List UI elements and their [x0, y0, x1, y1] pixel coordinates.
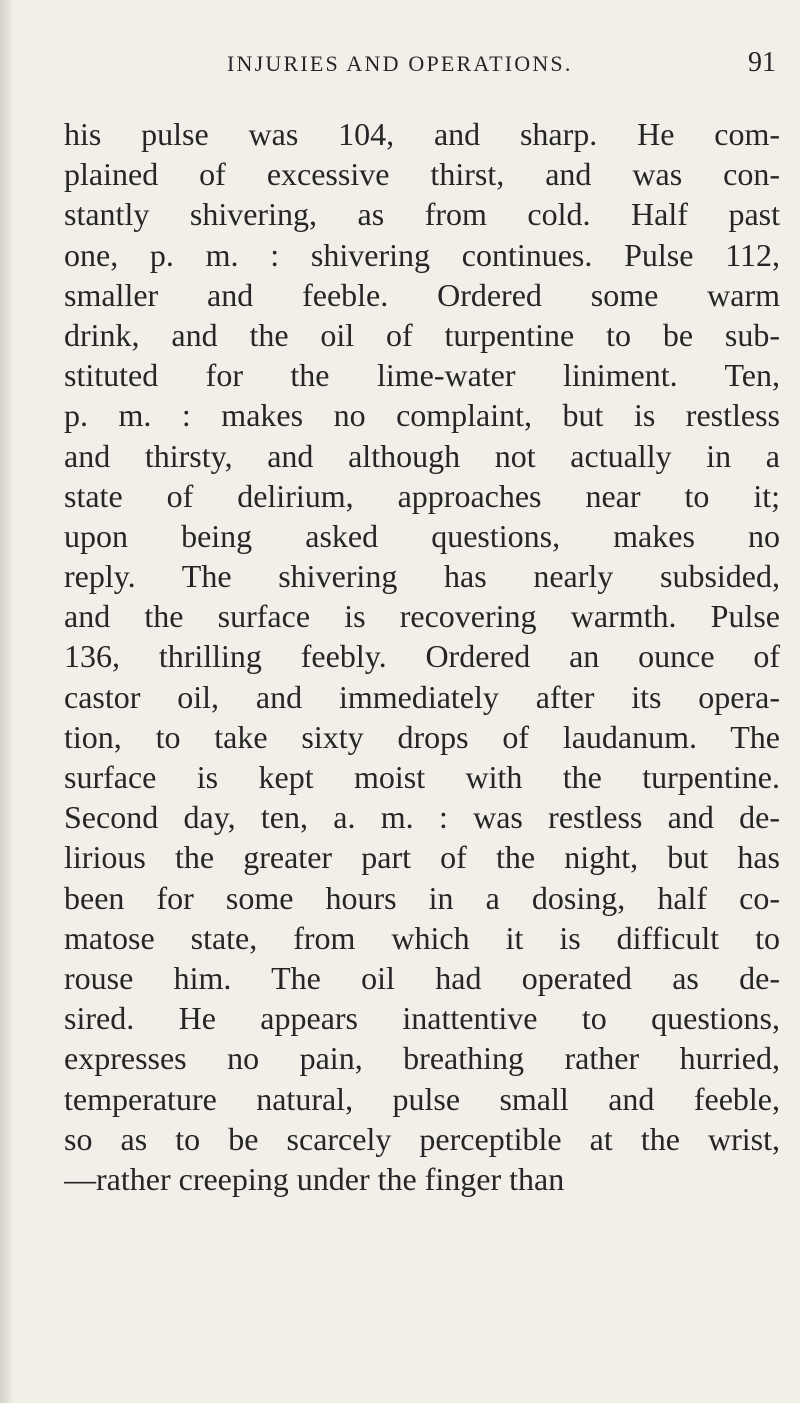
page-number: 91 — [748, 47, 776, 78]
page-edge-shadow — [0, 0, 14, 1403]
text-line: so as to be scarcely perceptible at the wrist, — [64, 1120, 780, 1157]
text-line: and thirsty, and although not actually in a — [64, 437, 780, 474]
body-text — [64, 114, 780, 1199]
text-line: stituted for the lime-water liniment. Ten, — [64, 357, 780, 394]
text-line: drink, and the oil of turpentine to be sub- — [64, 316, 780, 353]
text-line: reply. The shivering has nearly subsided, — [64, 558, 780, 595]
text-line: p. m. : makes no complaint, but is restless — [64, 397, 780, 434]
text-line: sired. He appears inattentive to questions, — [64, 1000, 780, 1037]
text-line: castor oil, and immediately after its opera- — [64, 678, 780, 715]
text-line: and the surface is recovering warmth. Pulse — [64, 598, 780, 635]
text-line: matose state, from which it is difficult to — [64, 919, 780, 956]
text-line: been for some hours in a dosing, half co- — [64, 879, 780, 916]
text-line: his pulse was 104, and sharp. He com- — [64, 116, 780, 152]
text-line: temperature natural, pulse small and feeble, — [64, 1080, 780, 1117]
text-line: expresses no pain, breathing rather hurried, — [64, 1040, 780, 1077]
text-line: 136, thrilling feebly. Ordered an ounce of — [64, 638, 780, 675]
text-line: rouse him. The oil had operated as de- — [64, 959, 780, 996]
text-line: lirious the greater part of the night, but has — [64, 839, 780, 876]
running-head: INJURIES AND OPERATIONS. — [227, 51, 573, 76]
text-line: tion, to take sixty drops of laudanum. The — [64, 718, 780, 755]
text-line: stantly shivering, as from cold. Half past — [64, 196, 780, 233]
text-line: surface is kept moist with the turpentine. — [64, 759, 780, 795]
text-line: one, p. m. : shivering continues. Pulse 112, — [64, 236, 780, 273]
text-line: —rather creeping under the finger than — [64, 1160, 565, 1197]
text-line: smaller and feeble. Ordered some warm — [64, 276, 780, 313]
text-line: state of delirium, approaches near to it; — [64, 477, 780, 514]
text-line: Second day, ten, a. m. : was restless and de- — [64, 799, 780, 836]
text-line: upon being asked questions, makes no — [64, 517, 780, 554]
text-line: plained of excessive thirst, and was con- — [64, 156, 780, 193]
